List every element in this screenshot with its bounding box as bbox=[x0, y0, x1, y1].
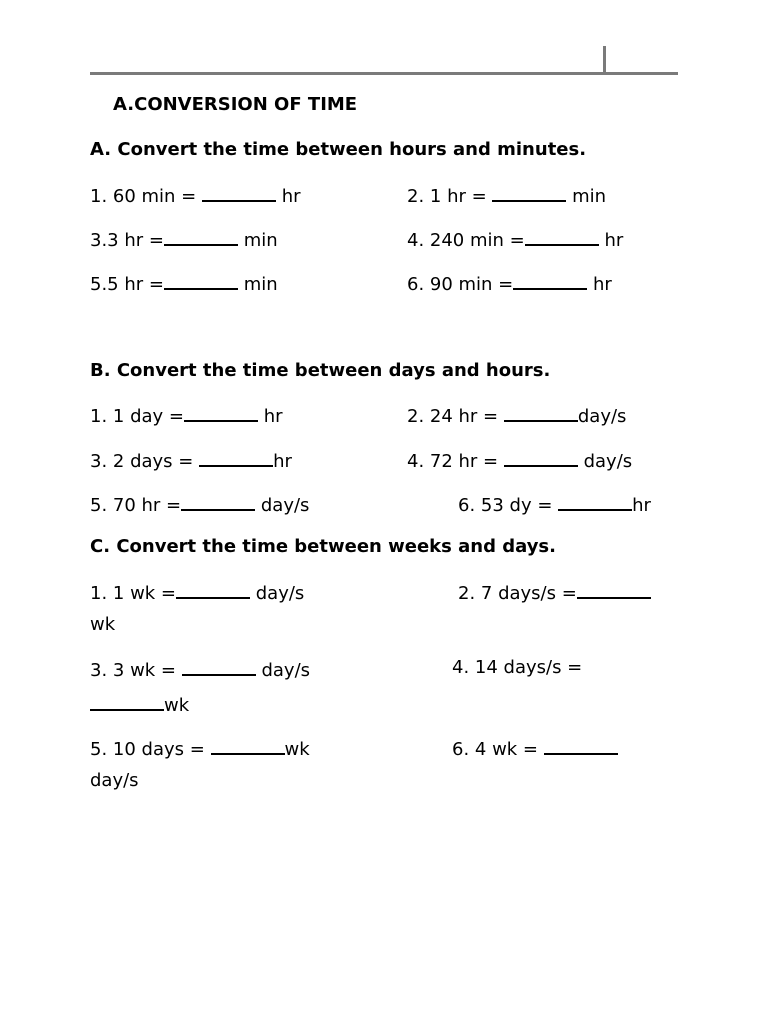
question-a6: 6. 90 min = hr bbox=[407, 271, 612, 295]
question-c5: 5. 10 days = wk bbox=[90, 736, 310, 760]
question-c1: 1. 1 wk = day/s bbox=[90, 580, 304, 604]
question-a2: 2. 1 hr = min bbox=[407, 183, 606, 207]
question-a4: 4. 240 min = hr bbox=[407, 227, 623, 251]
question-c4-wrap: wk bbox=[90, 692, 189, 716]
answer-blank[interactable] bbox=[577, 580, 651, 599]
question-a1: 1. 60 min = hr bbox=[90, 183, 301, 207]
worksheet-title: A.CONVERSION OF TIME bbox=[113, 94, 358, 115]
header-rule bbox=[90, 72, 678, 75]
answer-blank[interactable] bbox=[176, 580, 250, 599]
question-c4: 4. 14 days/s = bbox=[452, 657, 583, 678]
answer-blank[interactable] bbox=[211, 736, 285, 755]
question-c2: 2. 7 days/s = bbox=[458, 580, 651, 604]
answer-blank[interactable] bbox=[164, 271, 238, 290]
question-a3: 3.3 hr = min bbox=[90, 227, 278, 251]
answer-blank[interactable] bbox=[504, 403, 578, 422]
answer-blank[interactable] bbox=[181, 492, 255, 511]
answer-blank[interactable] bbox=[558, 492, 632, 511]
answer-blank[interactable] bbox=[513, 271, 587, 290]
answer-blank[interactable] bbox=[182, 657, 256, 676]
section-a-heading: A. Convert the time between hours and minutes. bbox=[90, 139, 587, 160]
question-c6: 6. 4 wk = bbox=[452, 736, 618, 760]
answer-blank[interactable] bbox=[90, 692, 164, 711]
answer-blank[interactable] bbox=[525, 227, 599, 246]
answer-blank[interactable] bbox=[164, 227, 238, 246]
answer-blank[interactable] bbox=[492, 183, 566, 202]
question-a5: 5.5 hr = min bbox=[90, 271, 278, 295]
answer-blank[interactable] bbox=[544, 736, 618, 755]
question-b6: 6. 53 dy = hr bbox=[458, 492, 651, 516]
question-c2-wrap: wk bbox=[90, 614, 116, 635]
section-b-heading: B. Convert the time between days and hours. bbox=[90, 360, 551, 381]
question-b4: 4. 72 hr = day/s bbox=[407, 448, 632, 472]
answer-blank[interactable] bbox=[199, 448, 273, 467]
header-rule-tick bbox=[603, 46, 606, 73]
answer-blank[interactable] bbox=[184, 403, 258, 422]
question-c3: 3. 3 wk = day/s bbox=[90, 657, 310, 681]
question-b5: 5. 70 hr = day/s bbox=[90, 492, 309, 516]
question-b1: 1. 1 day = hr bbox=[90, 403, 283, 427]
question-b3: 3. 2 days = hr bbox=[90, 448, 292, 472]
answer-blank[interactable] bbox=[202, 183, 276, 202]
answer-blank[interactable] bbox=[504, 448, 578, 467]
question-b2: 2. 24 hr = day/s bbox=[407, 403, 626, 427]
section-c-heading: C. Convert the time between weeks and days. bbox=[90, 536, 556, 557]
question-c6-wrap: day/s bbox=[90, 770, 139, 791]
